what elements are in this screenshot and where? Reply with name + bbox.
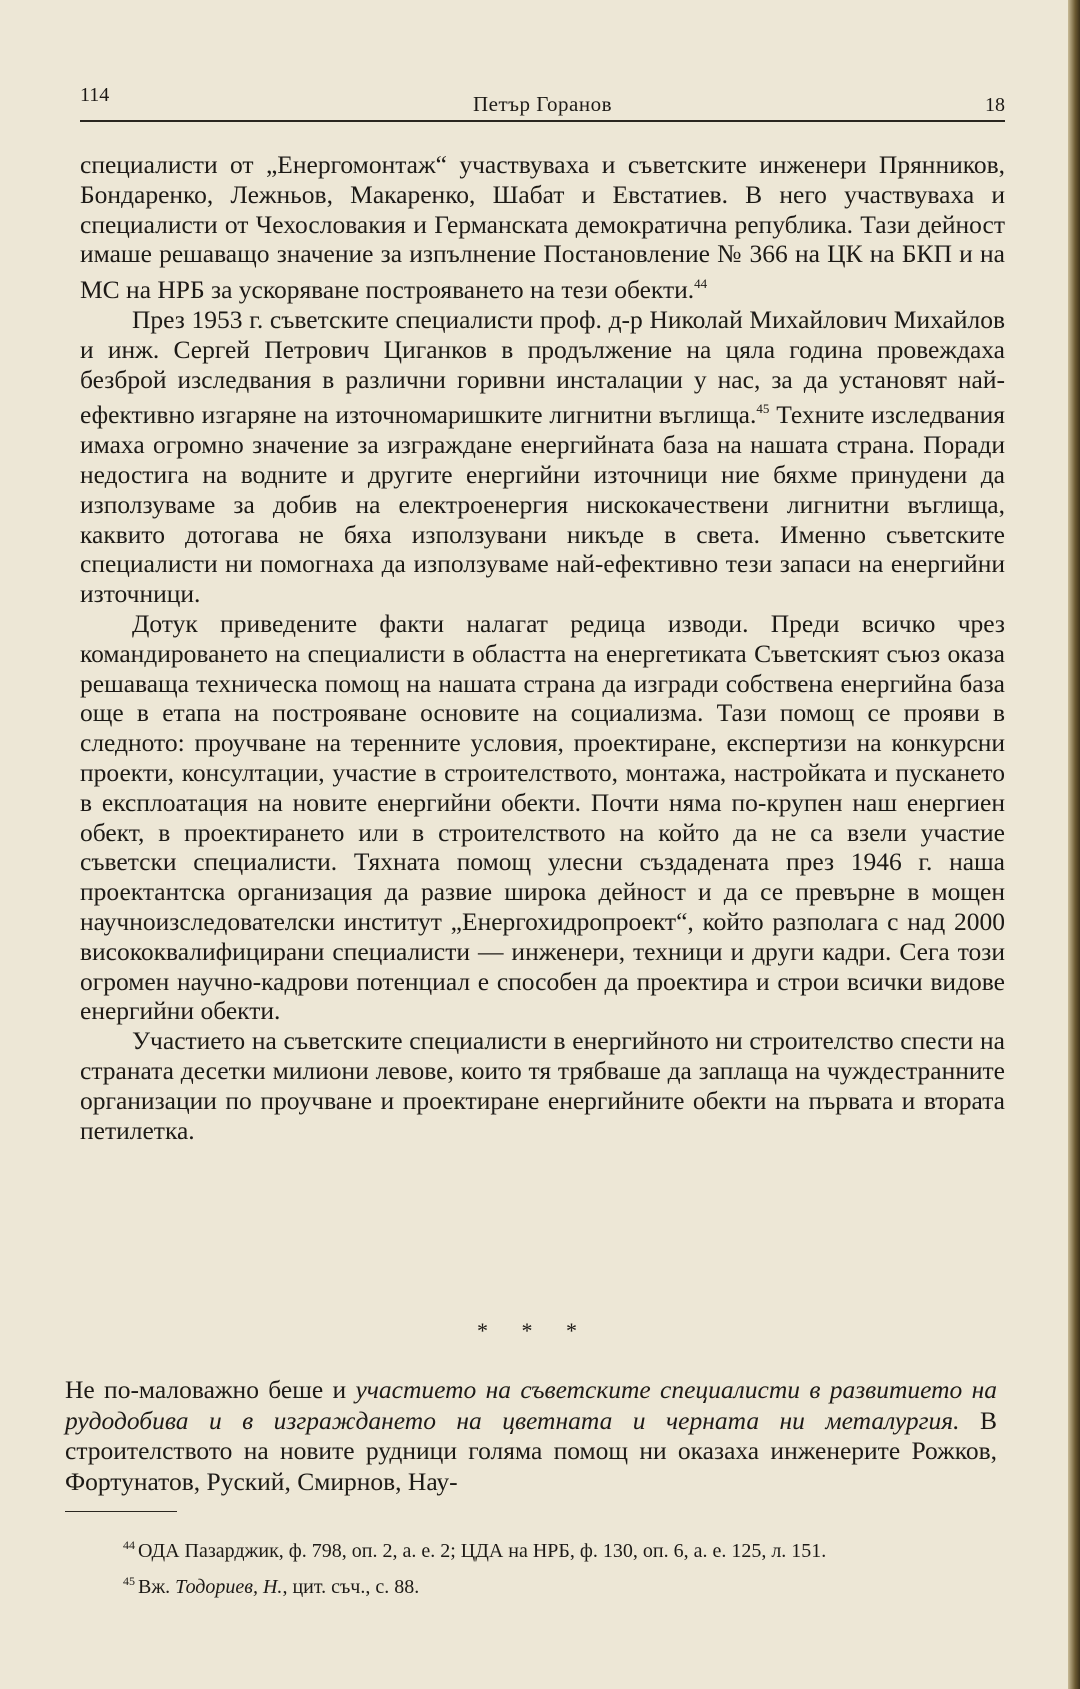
running-title: Петър Горанов — [472, 92, 613, 116]
footnote-ref-45[interactable]: 45 — [756, 401, 770, 417]
footnotes — [65, 1530, 997, 1602]
paragraph-5-rest: В строителството на новите рудници голяма помощ ни оказаха инженерите Рожков, Фортунатов, Руский, Смирнов, Нау- — [65, 1405, 997, 1496]
paragraph-1-text: специалисти от „Енергомонтаж“ участвуваха и съветските инженери Прянников, Бондаренко, Лежньов, Макаренко, Шабат и Евстатиев. В него участвуваха и специалисти от Чехословакия и Германската демократична република. Тази дейност имаше решаващо значение за изпълнение Постановление № 366 на ЦК на БКП и на МС на НРБ за ускоряване построяването на тези обекти. — [80, 150, 1005, 305]
page-number-left: 114 — [80, 84, 110, 106]
paragraph-4: Участието на съветските специалисти в енергийното ни строителство спести на страната десетки милиони левове, които тя трябваше да заплаща на чуждестранните организации по проучване и проектиране енергийните обекти на първата и втората петилетка. — [80, 1026, 1005, 1145]
footnote-text: , цит. съч., с. 88. — [282, 1576, 420, 1598]
paragraph-5-italic: участието на съветските специалисти в развитието на рудодобива и в изграждането на цветната и черната ни металургия. — [65, 1375, 997, 1435]
footnote-author: Тодориев, Н. — [175, 1576, 283, 1598]
footnote-number: 45 — [123, 1574, 135, 1588]
paragraph-2-text-b: Техните изследвания имаха огромно значение за изграждане енергийната база на нашата страна. Поради недостига на водните и другите енергийни източници ние бяхме принудени да използуваме за добив на електроенергия нискокачествени лигнитни въглища, каквито дотогава не бяха използувани никъде в света. Именно съветските специалисти ни помогнаха да използуваме най-ефективно тези запаси на енергийни източници. — [80, 400, 1005, 609]
footnote-45 — [65, 1566, 997, 1602]
footnote-text: ОДА Пазарджик, ф. 798, оп. 2, а. е. 2; ЦДА на НРБ, ф. 130, оп. 6, а. е. 125, л. 151. — [138, 1540, 827, 1562]
header-rule — [80, 120, 1005, 122]
page-number-right: 18 — [985, 94, 1005, 116]
paragraph-3: Дотук приведените факти налагат редица изводи. Преди всичко чрез командироването на специалисти в областта на енергетиката Съветският съюз оказа решаваща техническа помощ на нашата страна да изгради собствена енергийна база още в етапа на построяване основите на социализма. Тази помощ се прояви в следното: проучване на теренните условия, проектиране, експертизи на конкурсни проекти, консултации, участие в строителството, монтажа, настройката и пускането в експлоатация на новите енергийни обекти. Почти няма по-крупен наш енергиен обект, в проектирането или в строителството на който да не са взели участие съветски специалисти. Тяхната помощ улесни създадената през 1946 г. наша проектантска организация да развие широка дейност и да се превърне в мощен научноизследователски институт „Енергохидропроект“, който разполага с над 2000 висококвалифицирани специалисти — инженери, техници и други кадри. Сега този огромен научно-кадрови потенциал е способен да проектира и строи всички видове енергийни обекти. — [80, 608, 1005, 1026]
main-text — [80, 150, 1005, 1145]
footnote-44 — [65, 1530, 997, 1566]
book-spine-edge — [1068, 0, 1080, 1689]
section-separator: * * * — [477, 1318, 591, 1343]
paragraph-1 — [80, 150, 1005, 305]
footnote-ref-44[interactable]: 44 — [694, 276, 708, 292]
section-2-text — [65, 1375, 997, 1497]
footnote-rule — [65, 1511, 177, 1512]
footnote-prefix: Вж. — [138, 1576, 176, 1598]
page-header — [80, 84, 1005, 124]
paragraph-2 — [80, 305, 1005, 609]
paragraph-5 — [65, 1375, 997, 1497]
paragraph-5-lead: Не по-маловажно беше и — [65, 1375, 356, 1404]
footnote-number: 44 — [123, 1538, 135, 1552]
paragraph-2-text-a: През 1953 г. съветските специалисти проф. д-р Николай Михайлович Михайлов и инж. Сергей Петрович Циганков в продължение на цяла година провеждаха безброй изследвания в различни горивни инсталации у нас, за да установят най-ефективно изгаряне на източномаришките лигнитни въглища. — [80, 304, 1005, 430]
